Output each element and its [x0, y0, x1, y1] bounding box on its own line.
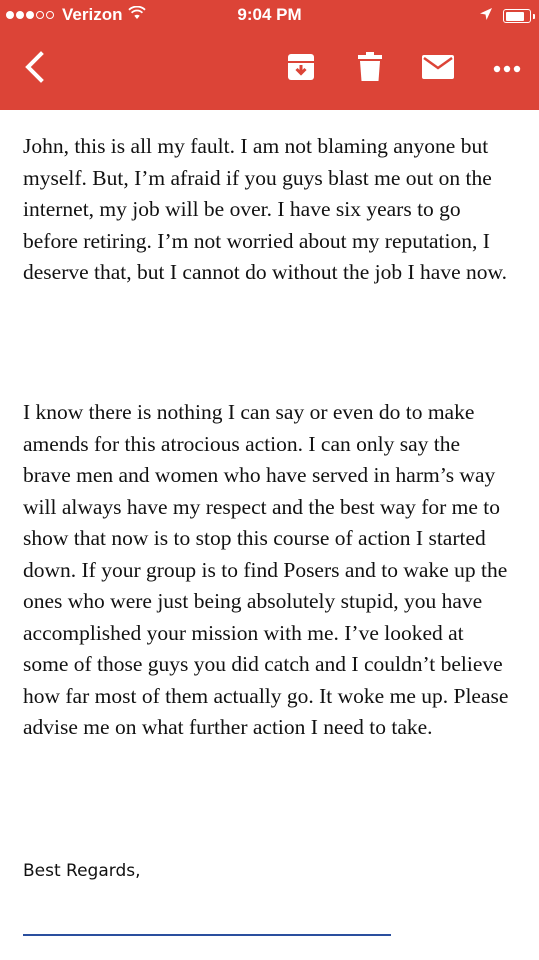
- more-horizontal-icon: [493, 60, 521, 78]
- mark-unread-button[interactable]: [418, 42, 458, 96]
- trash-icon: [358, 52, 382, 87]
- email-sign-off: Best Regards,: [23, 861, 141, 881]
- envelope-icon: [422, 55, 454, 84]
- archive-button[interactable]: [281, 42, 321, 96]
- carrier-name: Verizon: [62, 5, 123, 24]
- status-time: 9:04 PM: [237, 5, 302, 24]
- location-icon: [479, 6, 493, 26]
- app-header: [0, 0, 539, 110]
- more-button[interactable]: [487, 42, 527, 96]
- email-paragraph-2: I know there is nothing I can say or even do to make amends for this atrocious action. I can only say the brave men and women who have served in harm’s way will always have my respect and the best way for me to show that now is to stop this course of action I started down. If your group is to find Posers and to wake up the ones who were just being absolutely stupid, you have accomplished your mission with me. I’ve looked at some of those guys you did catch and I couldn’t believe how far most of them actually go. It woke me up. Please advise me on what further action I need to take.: [23, 400, 509, 739]
- back-button[interactable]: [14, 42, 54, 96]
- email-toolbar: [0, 42, 539, 96]
- status-bar: [0, 0, 539, 30]
- email-paragraph-1: John, this is all my fault. I am not blaming anyone but myself. But, I’m afraid if you guys blast me out on the internet, my job will be over. I have six years to go before retiring. I’m not worried about my reputation, I deserve that, but I cannot do without the job I have now.: [23, 134, 508, 284]
- battery-icon: [503, 9, 531, 23]
- signature-line: [23, 934, 391, 936]
- delete-button[interactable]: [350, 42, 390, 96]
- chevron-left-icon: [23, 51, 45, 88]
- email-body: [23, 131, 513, 739]
- archive-icon: [287, 53, 315, 86]
